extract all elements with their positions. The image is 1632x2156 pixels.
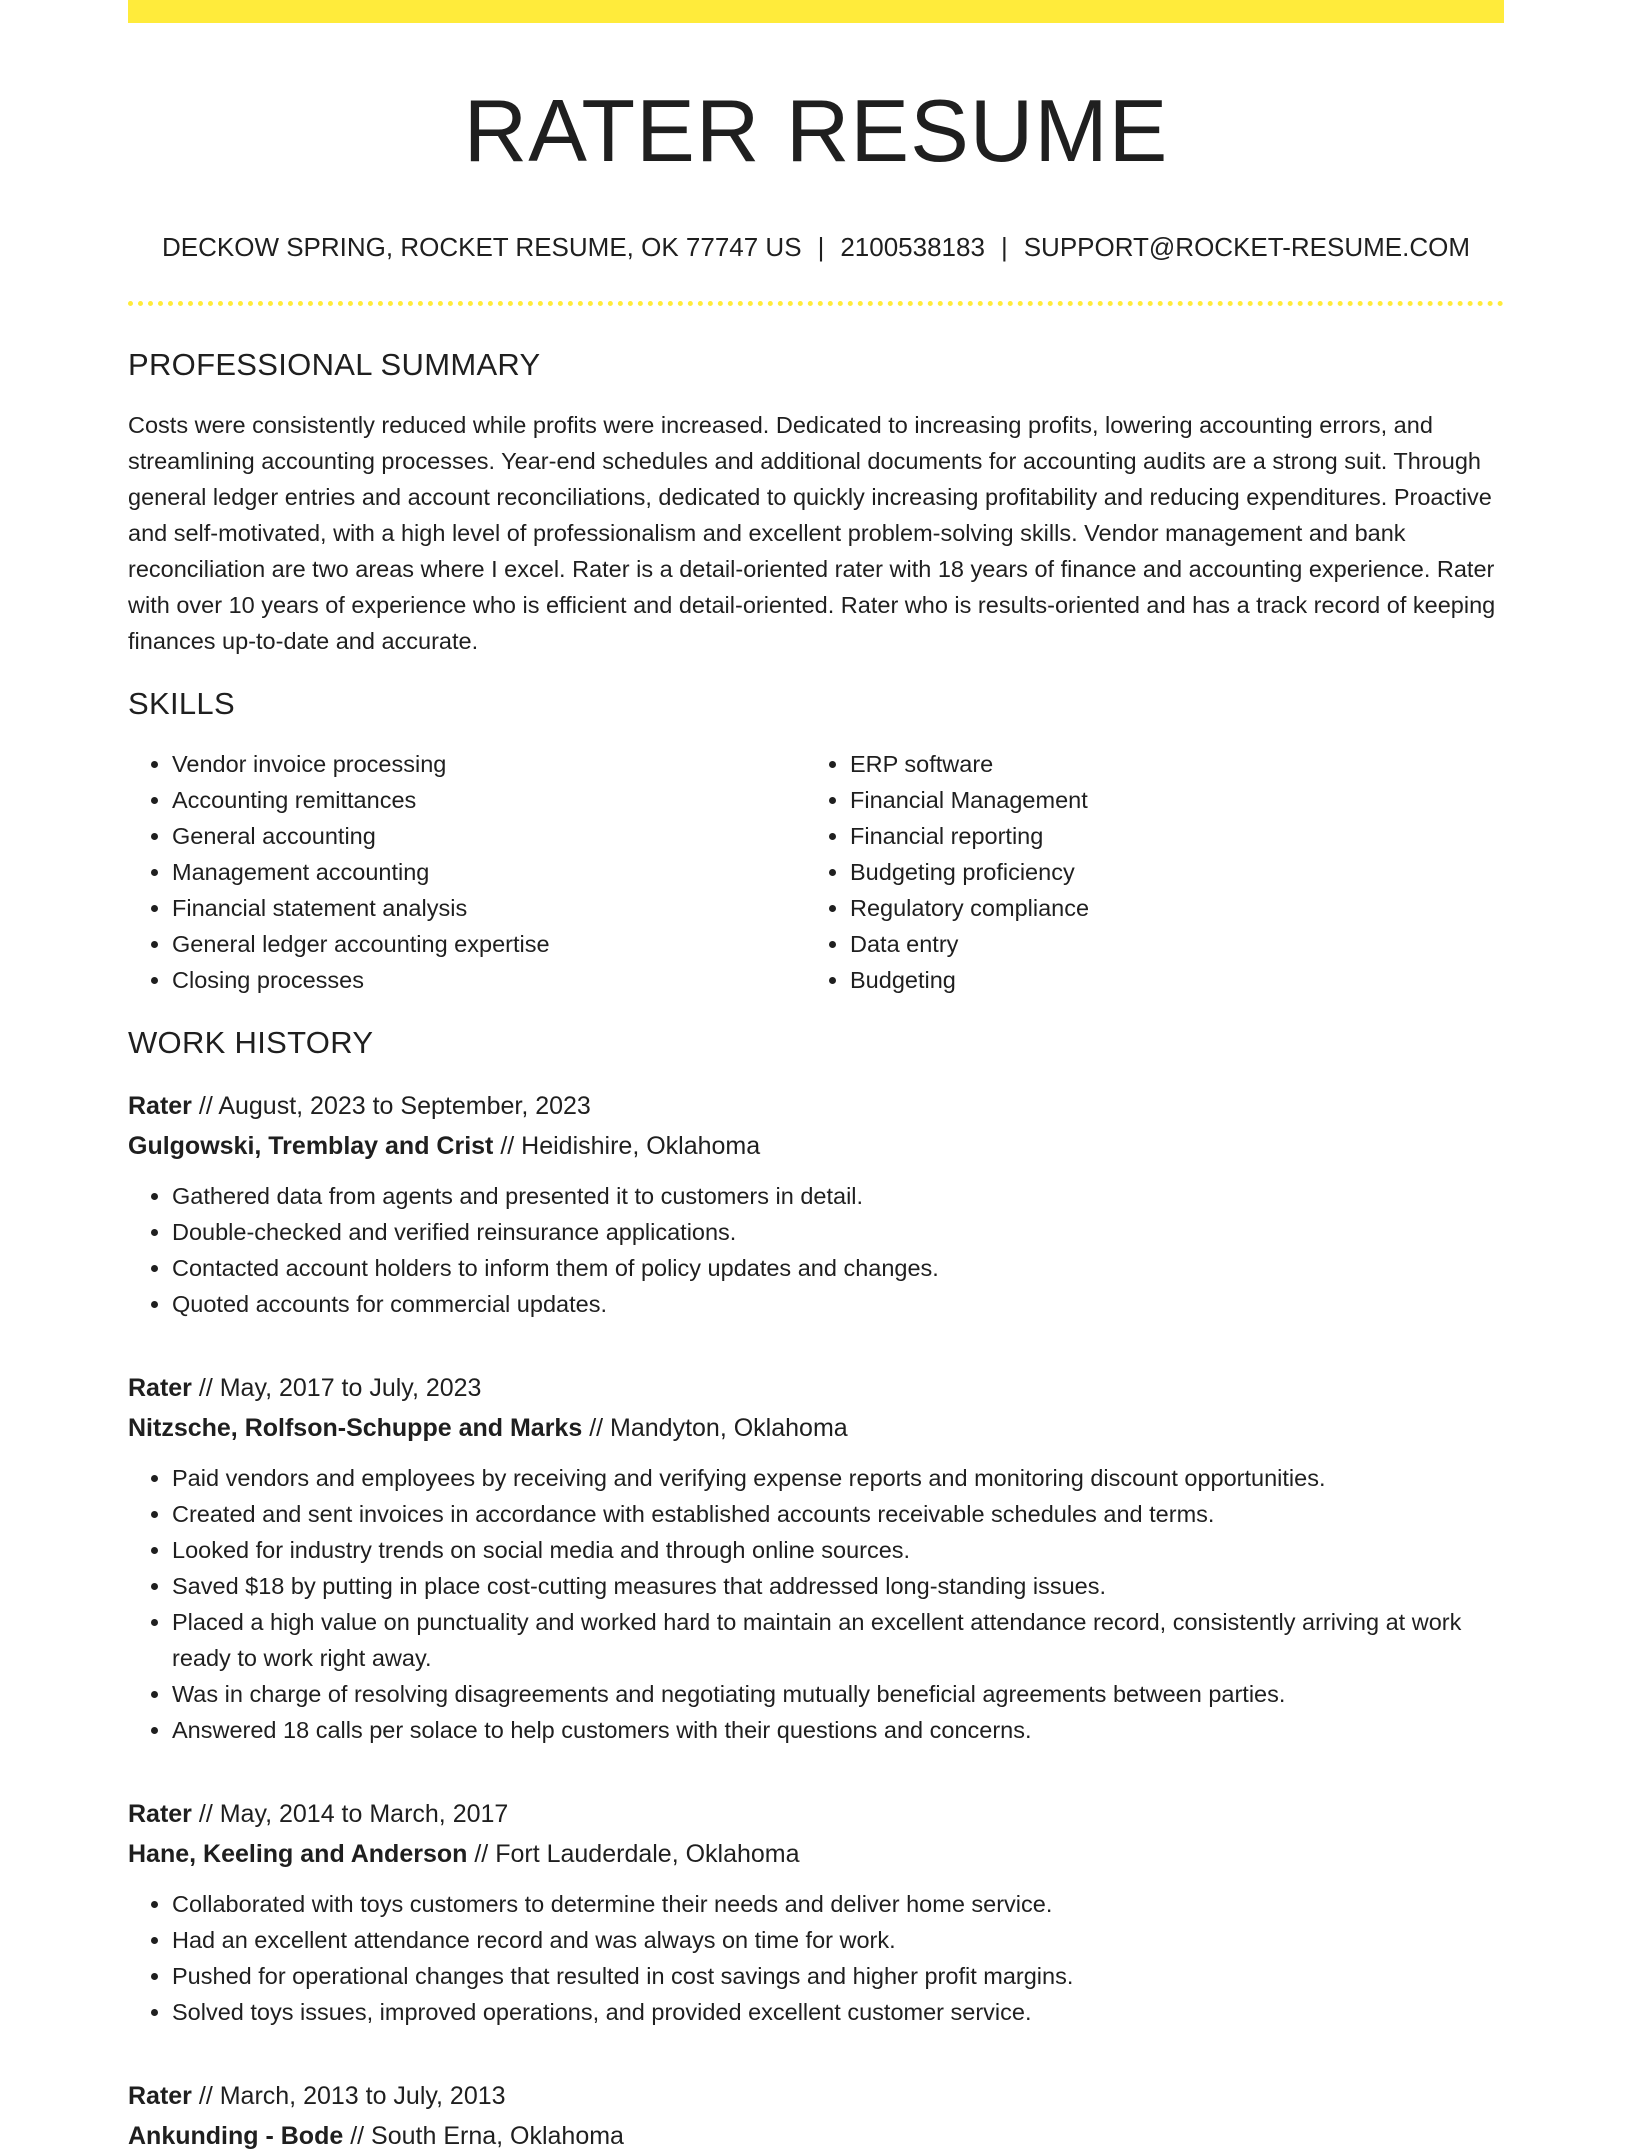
job-title-line [128,2076,1504,2116]
job-dates: May, 2017 to July, 2023 [219,1373,482,1402]
job-separator: // [191,1091,219,1120]
job-role: Rater [128,1373,192,1402]
job-title-line [128,1794,1504,1834]
job-duty-item: • Collaborated with toys customers to determine their needs and deliver home service. [172,1886,1504,1922]
summary-heading: PROFESSIONAL SUMMARY [128,346,541,382]
job-separator: // [343,2121,372,2150]
job-duties [128,1178,1504,1322]
job-entry [128,1794,1504,2030]
job-duty-item: • Was in charge of resolving disagreements and negotiating mutually beneficial agreements between parties. [172,1676,1504,1712]
job-duty-item: • Looked for industry trends on social media and through online sources. [172,1532,1504,1568]
job-dates: August, 2023 to September, 2023 [218,1091,591,1120]
contact-line [128,232,1504,263]
job-duty-item: • Pushed for operational changes that resulted in cost savings and higher profit margins. [172,1958,1504,1994]
job-duties [128,1886,1504,2030]
job-company-line [128,1408,1504,1448]
contact-separator: | [817,231,825,262]
skills-list [128,746,1504,998]
skill-item: • Budgeting proficiency [850,854,1484,890]
work-history-list [128,1086,1504,2156]
skill-item: • ERP software [850,746,1484,782]
resume-page [128,0,1504,2156]
job-location: Fort Lauderdale, Oklahoma [495,1839,800,1868]
skill-item: • General ledger accounting expertise [172,926,806,962]
skill-item: • Financial reporting [850,818,1484,854]
contact-separator: | [1000,231,1008,262]
job-separator: // [582,1413,611,1442]
job-entry [128,1368,1504,1748]
job-duties [128,1460,1504,1748]
job-duty-item: • Solved toys issues, improved operations, and provided excellent customer service. [172,1994,1504,2030]
job-separator: // [493,1131,522,1160]
job-duty-item: • Contacted account holders to inform them of policy updates and changes. [172,1250,1504,1286]
job-location: South Erna, Oklahoma [371,2121,624,2150]
contact-address: DECKOW SPRING, ROCKET RESUME, OK 77747 US [161,231,802,262]
job-role: Rater [128,1799,192,1828]
skill-item: • Management accounting [172,854,806,890]
skill-item: • Vendor invoice processing [172,746,806,782]
job-duty-item: • Answered 18 calls per solace to help customers with their questions and concerns. [172,1712,1504,1748]
job-separator: // [191,1799,220,1828]
skill-item: • Accounting remittances [172,782,806,818]
job-duty-item: • Paid vendors and employees by receiving and verifying expense reports and monitoring discount opportunities. [172,1460,1504,1496]
skill-item: • Budgeting [850,962,1484,998]
summary-text: Costs were consistently reduced while profits were increased. Dedicated to increasing profits, lowering accounting errors, and streamlining accounting processes. Year-end schedules and additional documents for accounting audits are a strong suit. Through general ledger entries and account reconciliations, dedicated to quickly increasing profitability and reducing expenditures. Proactive and self-motivated, with a high level of professionalism and excellent problem-solving skills. Vendor management and bank reconciliation are two areas where I excel. Rater is a detail-oriented rater with 18 years of finance and accounting experience. Rater with over 10 years of experience who is efficient and detail-oriented. Rater who is results-oriented and has a track record of keeping finances up-to-date and accurate. [128,412,1496,655]
dotted-divider [128,301,1504,306]
job-duty-item: • Gathered data from agents and presented it to customers in detail. [172,1178,1504,1214]
job-role: Rater [128,2081,192,2110]
accent-top-bar [128,0,1504,23]
job-company: Nitzsche, Rolfson-Schuppe and Marks [128,1413,583,1442]
job-company: Gulgowski, Tremblay and Crist [128,1131,494,1160]
job-duty-item: • Quoted accounts for commercial updates. [172,1286,1504,1322]
skills-column-right [806,746,1484,998]
job-company-line [128,2116,1504,2156]
skill-item: • Closing processes [172,962,806,998]
skills-column-left [128,746,806,998]
skill-item: • Data entry [850,926,1484,962]
skill-item: • General accounting [172,818,806,854]
skills-heading: SKILLS [128,686,235,722]
skill-item: • Regulatory compliance [850,890,1484,926]
job-entry [128,1086,1504,1322]
job-company-line [128,1834,1504,1874]
job-entry [128,2076,1504,2156]
job-separator: // [467,1839,496,1868]
job-dates: March, 2013 to July, 2013 [219,2081,506,2110]
job-company: Hane, Keeling and Anderson [128,1839,468,1868]
job-dates: May, 2014 to March, 2017 [219,1799,509,1828]
job-separator: // [191,2081,220,2110]
skill-item: • Financial Management [850,782,1484,818]
work-history-heading: WORK HISTORY [128,1025,374,1061]
job-title-line [128,1368,1504,1408]
job-location: Heidishire, Oklahoma [521,1131,761,1160]
job-company: Ankunding - Bode [128,2121,344,2150]
job-title-line [128,1086,1504,1126]
job-duty-item: • Placed a high value on punctuality and worked hard to maintain an excellent attendance record, consistently arriving at work ready to work right away. [172,1604,1504,1676]
resume-name: RATER RESUME [463,81,1169,180]
job-duty-item: • Saved $18 by putting in place cost-cutting measures that addressed long-standing issues. [172,1568,1504,1604]
job-duty-item: • Had an excellent attendance record and was always on time for work. [172,1922,1504,1958]
contact-phone: 2100538183 [840,231,985,262]
contact-email: SUPPORT@ROCKET-RESUME.COM [1023,231,1470,262]
job-duty-item: • Double-checked and verified reinsurance applications. [172,1214,1504,1250]
job-separator: // [191,1373,220,1402]
job-location: Mandyton, Oklahoma [610,1413,848,1442]
job-role: Rater [128,1091,192,1120]
job-duty-item: • Created and sent invoices in accordance with established accounts receivable schedules and terms. [172,1496,1504,1532]
job-company-line [128,1126,1504,1166]
skill-item: • Financial statement analysis [172,890,806,926]
